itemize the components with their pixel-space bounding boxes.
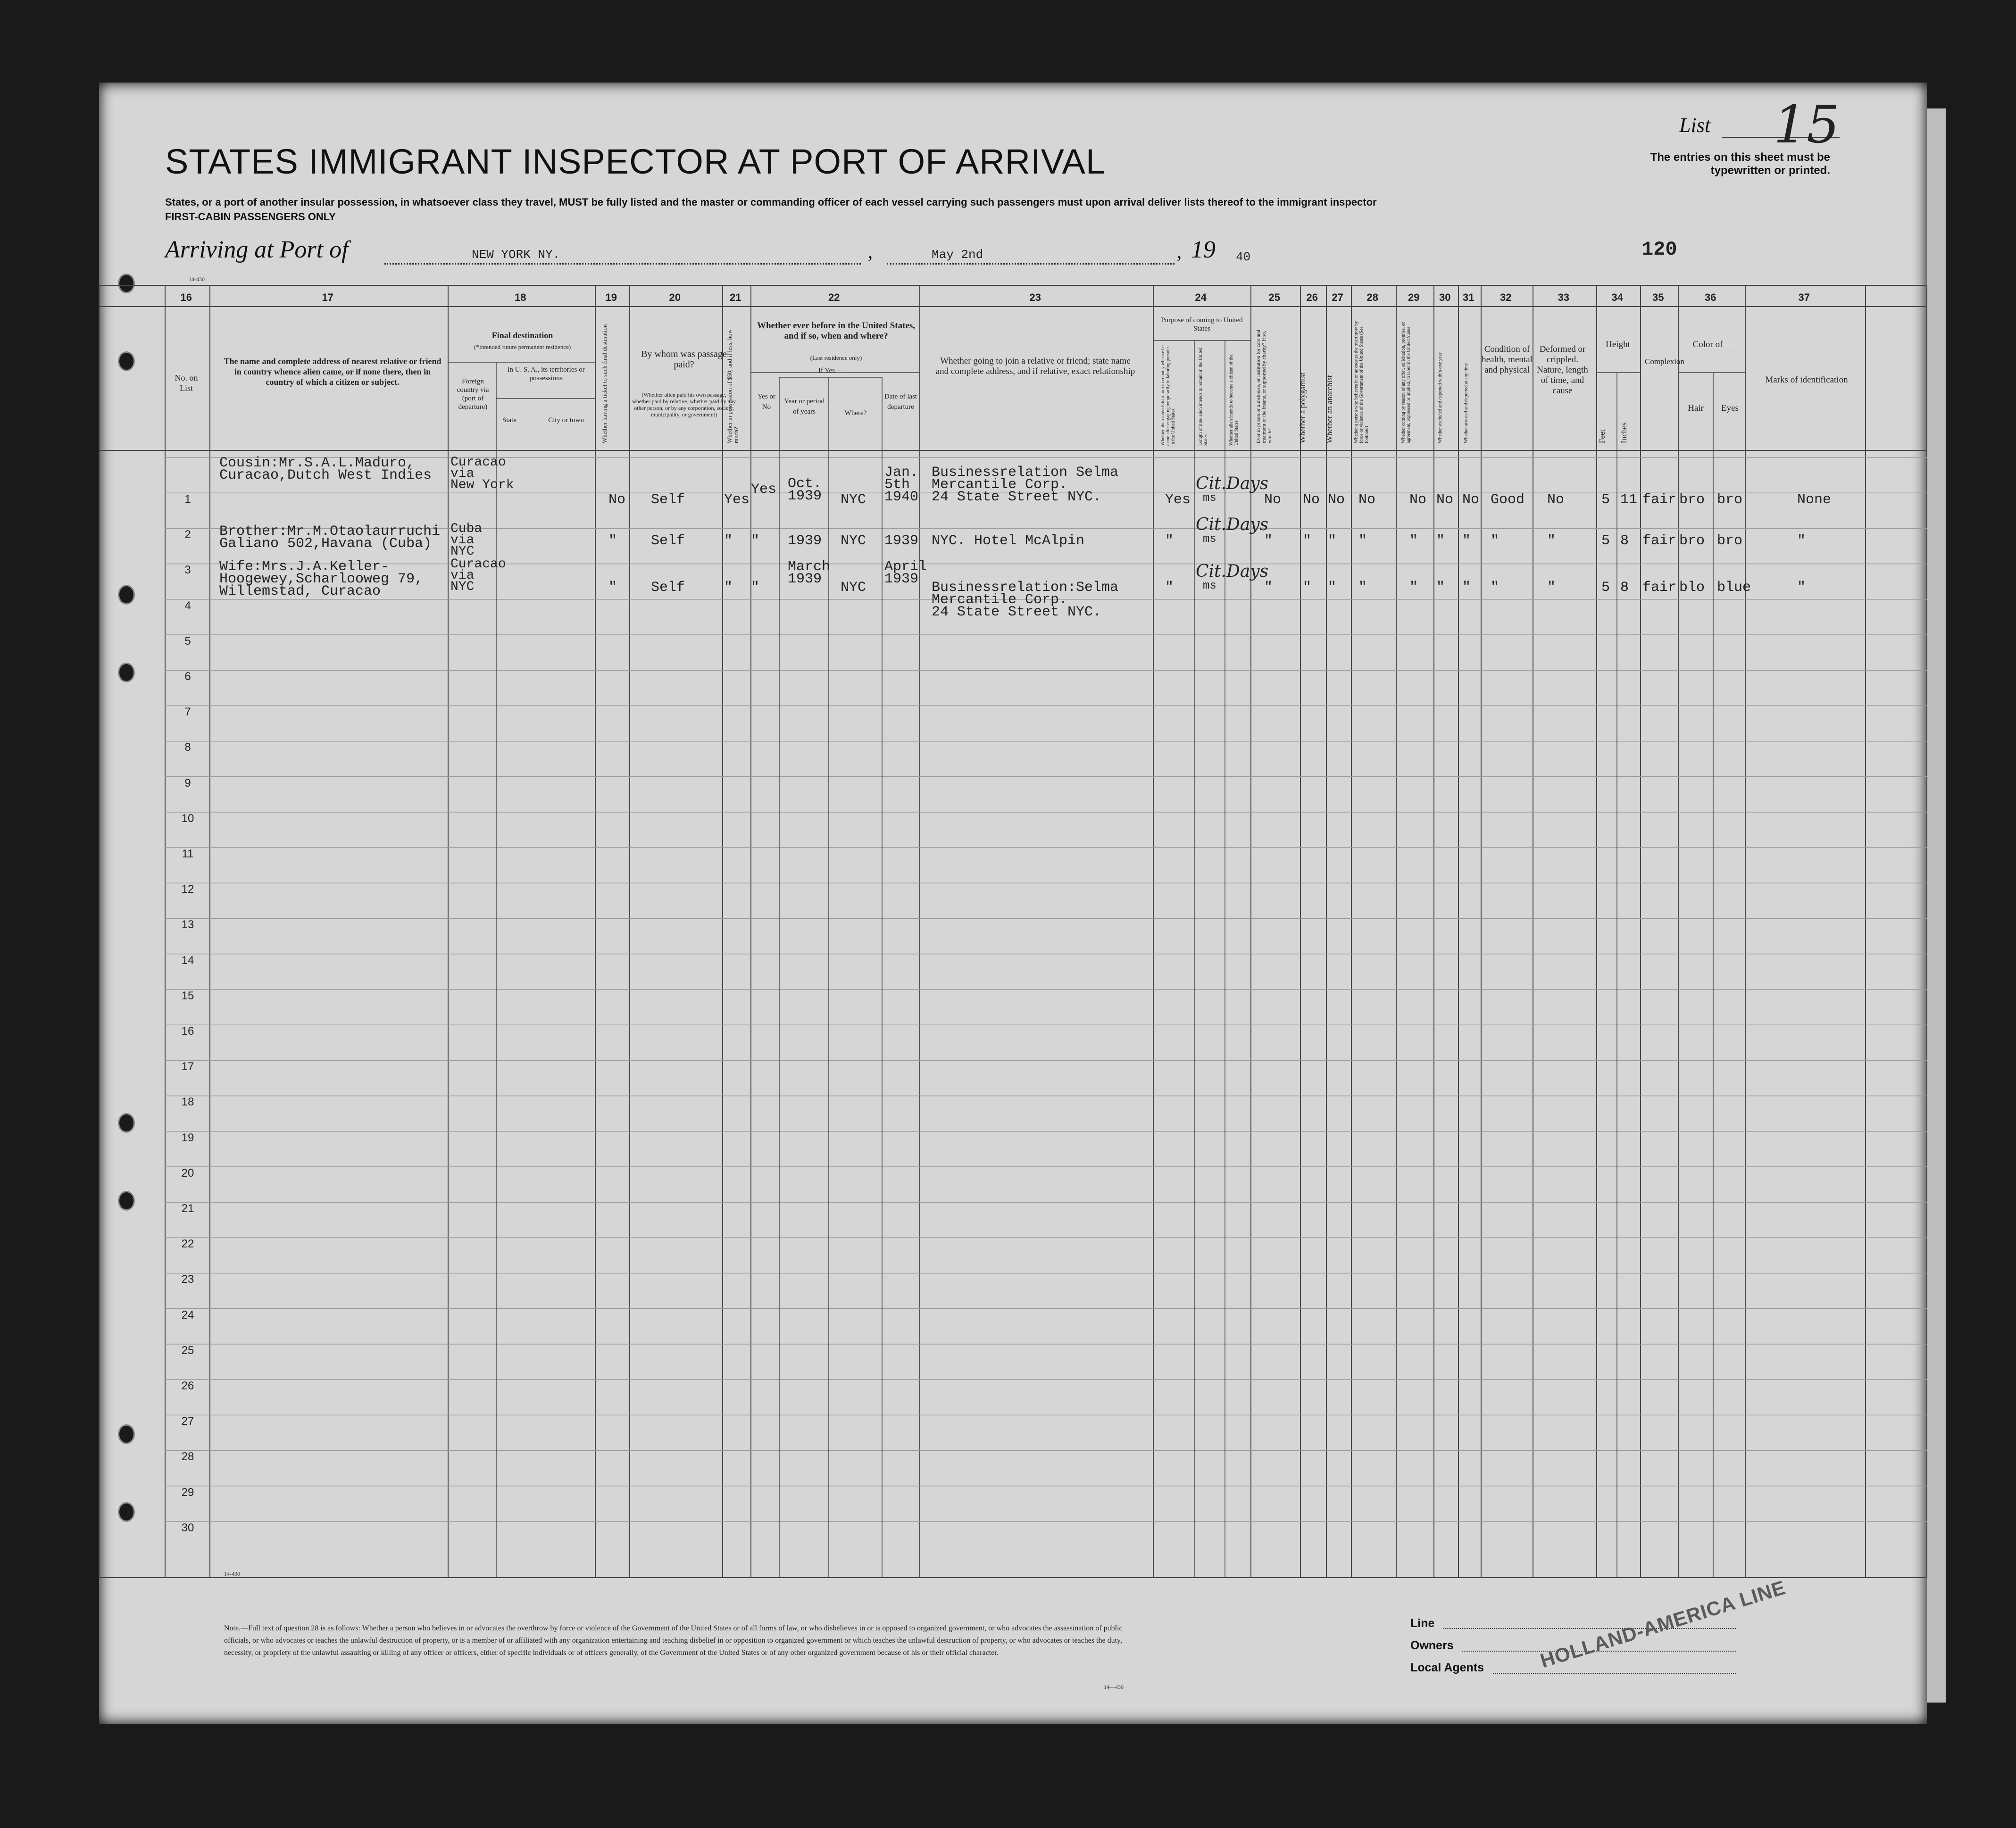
passage-paid: Self [651, 533, 685, 549]
year-suffix: 40 [1236, 250, 1251, 264]
relative-address: Wife:Mrs.J.A.Keller- [219, 559, 390, 575]
header-fifty-dollars: Whether in possession of $50, and if less, how much? [726, 329, 740, 443]
marks-identification: " [1797, 580, 1806, 596]
header-color: Color of— [1692, 340, 1732, 349]
fifty-dollars: " [724, 533, 733, 549]
purpose-return: " [1165, 580, 1174, 596]
inspector-annotation: Cit.Days [1196, 562, 1269, 581]
row-number: 20 [181, 1166, 194, 1180]
header-before-in-us: Whether ever before in the United States, and if so, when and where? [757, 321, 916, 341]
before-year: March [788, 559, 831, 575]
form-code-top: 14-430 [189, 276, 205, 283]
header-before-in-us-sub: (Last residence only) [810, 354, 862, 361]
arrested-value: No [1462, 492, 1480, 508]
header-no-on-list: No. on List [175, 373, 198, 393]
row-number: 13 [181, 918, 194, 931]
header-yes-no: Yes or No [757, 393, 776, 411]
footnote: Note.—Full text of question 28 is as follows: Whether a person who believes in or advocates the overthrow by force or violence of the Government of the United States or of all forms of law, or who disbelieves in or is opposed to organized government, or who advocates the assassination of public officials, or who advocates or teaches the unlawful destruction of property, or is a member of or affiliated with any organization entertaining and teaching disbelief in or opposition to organized government or which teaches the unlawful destruction of property, or who advocates or teaches the duty, necessity, or propriety of the unlawful assaulting or killing of any officer or officers, either of specific individuals or of officers generally, of the Government of the United States or of any other organized government because of his or their official character. [224, 1624, 1123, 1657]
join-relative: 24 State Street NYC. [932, 604, 1102, 620]
before-where: NYC [841, 580, 866, 596]
row-number: 22 [181, 1238, 194, 1251]
row-number: 24 [181, 1308, 194, 1321]
height-feet: 5 [1601, 580, 1610, 596]
join-relative: 24 State Street NYC. [932, 489, 1102, 505]
header-purpose: Purpose of coming to United States [1161, 316, 1243, 332]
marks-identification: " [1797, 533, 1806, 549]
header-foreign-country: Foreign country via (port of departure) [457, 378, 489, 411]
header-marks: Marks of identification [1765, 375, 1848, 385]
row-number: 9 [184, 776, 191, 789]
inspector-annotation: Cit.Days [1196, 474, 1269, 493]
column-number: 26 [1306, 291, 1318, 303]
relative-address: Curacao,Dutch West Indies [219, 467, 432, 483]
header-height: Height [1606, 340, 1630, 349]
last-departure: 5th [884, 477, 910, 493]
foreign-country: Curacao [450, 557, 506, 572]
page-title: STATES IMMIGRANT INSPECTOR AT PORT OF ARRIVAL [165, 142, 1106, 181]
agents-dots [1493, 1673, 1736, 1674]
port-value: NEW YORK NY. [472, 248, 560, 262]
passage-paid: Self [651, 492, 685, 508]
last-departure: 1940 [884, 489, 919, 505]
column-number: 23 [1029, 291, 1041, 303]
purpose-length: ms [1203, 533, 1216, 546]
complexion-value: fair [1642, 492, 1677, 508]
column-number: 25 [1268, 291, 1280, 303]
header-relative: The name and complete address of nearest relative or friend in country whence alien came, or if none there, then in country of which a citizen or subject. [224, 357, 442, 387]
foreign-country: NYC [450, 544, 475, 559]
header-purpose-return: Whether alien intends to return to country whence he came after engaging temporarily in laboring pursuits in the United States [1160, 345, 1176, 446]
header-passage-paid: By whom was passage paid? [641, 349, 727, 370]
health-value: Good [1491, 492, 1525, 508]
foreign-country: via [450, 466, 475, 481]
column-number: 30 [1439, 291, 1451, 303]
header-final-destination-sub: (*Intended future permanent residence) [474, 343, 571, 350]
polygamist-value: No [1303, 492, 1320, 508]
header-city: City or town [548, 416, 584, 424]
page-number: 120 [1641, 238, 1677, 261]
column-number: 27 [1332, 291, 1343, 303]
column-number: 34 [1611, 291, 1623, 303]
header-if-yes: If Yes— [818, 367, 842, 374]
column-number: 24 [1195, 291, 1207, 303]
relative-address: Brother:Mr.M.Otaolaurruchi [219, 523, 441, 540]
prison-value: " [1264, 580, 1273, 596]
join-relative: Mercantile Corp. [932, 477, 1068, 493]
marks-identification: None [1797, 492, 1832, 508]
row-number: 26 [181, 1379, 194, 1392]
row-number: 30 [181, 1521, 194, 1534]
offer-value: " [1409, 533, 1418, 549]
row-number: 3 [184, 564, 191, 577]
column-number: 17 [322, 291, 333, 303]
column-number: 19 [605, 291, 617, 303]
complexion-value: fair [1642, 533, 1677, 549]
header-prison: Ever in prison or almshouse, or institution for care and treatment of the insane, or supported by charity? If so, which? [1256, 330, 1273, 443]
class-line: FIRST-CABIN PASSENGERS ONLY [165, 211, 336, 223]
excluded-value: No [1436, 492, 1454, 508]
last-departure: Jan. [884, 465, 919, 481]
foreign-country: NYC [450, 580, 475, 594]
holland-america-stamp: HOLLAND-AMERICA LINE [1537, 1576, 1788, 1672]
last-departure: 1939 [884, 571, 919, 587]
before-year: 1939 [788, 488, 822, 504]
instructions: States, or a port of another insular possession, in whatsoever class they travel, MUST be fully listed and the master or commanding officer of each vessel carrying such passengers must upon arrival deliver lists thereof to the immigrant inspector [165, 196, 1377, 208]
row-number: 7 [184, 706, 191, 719]
before-year: Oct. [788, 476, 822, 492]
offer-value: " [1409, 580, 1418, 596]
before-where: NYC [841, 533, 866, 549]
polygamist-value: " [1303, 533, 1312, 549]
header-final-destination: Final destination [492, 331, 553, 340]
list-label: List [1679, 114, 1711, 137]
join-relative: Businessrelation:Selma [932, 580, 1119, 596]
height-inches: 11 [1620, 492, 1638, 508]
eye-color: blue [1717, 580, 1751, 596]
before-where: NYC [841, 492, 866, 508]
header-overthrow: Whether a person who believes in or advocates the overthrow by force or violence of the Government of the United States (See footnote) [1354, 321, 1369, 443]
prison-value: " [1264, 533, 1273, 549]
row-number: 15 [181, 989, 194, 1002]
join-relative: Businessrelation Selma [932, 465, 1119, 481]
arriving-label: Arriving at Port of [165, 236, 349, 263]
row-number: 21 [181, 1202, 194, 1215]
header-passage-paid-sub: (Whether alien paid his own passage, whether paid by relative, whether paid by any other person, or by any corporation, society, municipality, or government) [632, 391, 736, 418]
column-number: 21 [730, 291, 741, 303]
inspector-annotation: Cit.Days [1196, 515, 1269, 534]
header-feet: Feet [1598, 429, 1607, 443]
height-feet: 5 [1601, 492, 1610, 508]
line-dots [1443, 1628, 1736, 1629]
arrested-value: " [1462, 533, 1471, 549]
row-number: 29 [181, 1486, 194, 1499]
last-departure: April [884, 559, 927, 575]
column-number: 20 [669, 291, 681, 303]
complexion-value: fair [1642, 580, 1677, 596]
row-number: 25 [181, 1344, 194, 1357]
purpose-return: Yes [1165, 492, 1191, 508]
column-number: 29 [1408, 291, 1420, 303]
hair-color: bro [1679, 492, 1705, 508]
row-number: 28 [181, 1450, 194, 1463]
relative-address: Cousin:Mr.S.A.L.Maduro, [219, 455, 415, 471]
hair-color: blo [1679, 580, 1705, 596]
header-state: State [502, 416, 516, 424]
purpose-length: ms [1203, 580, 1216, 592]
foreign-country: Curacao [450, 455, 506, 470]
prison-value: No [1264, 492, 1282, 508]
row-number: 16 [181, 1025, 194, 1038]
line-label: Line [1410, 1617, 1435, 1630]
height-inches: 8 [1620, 533, 1629, 549]
column-number: 22 [828, 291, 840, 303]
anarchist-value: No [1328, 492, 1345, 508]
overthrow-value: " [1358, 533, 1367, 549]
arrested-value: " [1462, 580, 1471, 596]
header-ticket: Whether having a ticket to such final destination [601, 324, 608, 443]
row-number: 1 [184, 493, 191, 506]
excluded-value: " [1436, 533, 1445, 549]
foreign-country: via [450, 568, 475, 583]
purpose-return: " [1165, 533, 1174, 549]
header-complexion: Complexion [1645, 357, 1685, 366]
purpose-length: ms [1203, 492, 1216, 505]
header-offer: Whether coming by reason of any offer, solicitation, promise, or agreement, expressed or implied, to labor in the United States [1401, 322, 1411, 443]
header-health: Condition of health, mental and physical [1482, 344, 1533, 375]
header-deformed: Deformed or crippled. Nature, length of time, and cause [1537, 344, 1588, 396]
header-purpose-length: Length of time alien intends to remain in the United States [1198, 347, 1208, 446]
column-number: 36 [1705, 291, 1716, 303]
header-excluded: Whether excluded and deported within one year [1438, 352, 1443, 443]
row-number: 12 [181, 883, 194, 896]
health-value: " [1491, 580, 1500, 596]
health-value: " [1491, 533, 1500, 549]
passage-paid: Self [651, 580, 685, 596]
agents-label: Local Agents [1410, 1661, 1484, 1674]
row-number: 2 [184, 528, 191, 541]
row-number: 8 [184, 741, 191, 754]
height-inches: 8 [1620, 580, 1629, 596]
overthrow-value: " [1358, 580, 1367, 596]
foreign-country: New York [450, 478, 514, 492]
foreign-country: via [450, 533, 475, 548]
header-join-relative: Whether going to join a relative or friend; state name and complete address, and if relative, exact relationship [935, 356, 1135, 376]
year-prefix: 19 [1191, 236, 1216, 263]
entries-note: The entries on this sheet must be typewritten or printed. [1650, 151, 1830, 177]
column-number: 18 [515, 291, 526, 303]
before-yes-no: Yes [751, 482, 777, 498]
comma-2: , [1177, 241, 1182, 262]
foreign-country: Cuba [450, 522, 483, 536]
row-number: 5 [184, 634, 191, 648]
before-yes-no: " [751, 533, 760, 549]
header-purpose-citizen: Whether alien intends to become a citizen of the United States [1229, 354, 1239, 446]
row-number: 19 [181, 1131, 194, 1144]
before-year: 1939 [788, 571, 822, 587]
eye-color: bro [1717, 533, 1743, 549]
header-anarchist: Whether an anarchist [1325, 375, 1334, 443]
relative-address: Galiano 502,Havana (Cuba) [219, 536, 432, 552]
header-year: Year or period of years [784, 398, 825, 415]
fifty-dollars: " [724, 580, 733, 596]
polygamist-value: " [1303, 580, 1312, 596]
ticket-value: " [608, 580, 617, 596]
anarchist-value: " [1328, 533, 1337, 549]
column-number: 32 [1500, 291, 1512, 303]
header-polygamist: Whether a polygamist [1298, 372, 1307, 443]
before-yes-no: " [751, 580, 760, 596]
footnote-code: 14—430 [1104, 1684, 1124, 1690]
header-hair: Hair [1688, 403, 1704, 413]
column-number: 31 [1463, 291, 1475, 303]
owners-label: Owners [1410, 1639, 1454, 1652]
height-feet: 5 [1601, 533, 1610, 549]
relative-address: Willemstad, Curacao [219, 583, 381, 599]
anarchist-value: " [1328, 580, 1337, 596]
header-where: Where? [844, 409, 867, 417]
ticket-value: " [608, 533, 617, 549]
before-year: 1939 [788, 533, 822, 549]
column-number: 35 [1652, 291, 1664, 303]
hair-color: bro [1679, 533, 1705, 549]
header-eyes: Eyes [1721, 403, 1739, 413]
row-number: 10 [181, 812, 194, 825]
row-number: 17 [181, 1060, 194, 1073]
relative-address: Hoogewey,Scharlooweg 79, [219, 571, 424, 587]
deformed-value: " [1547, 580, 1556, 596]
header-inches: Inches [1619, 422, 1628, 443]
column-number: 33 [1558, 291, 1569, 303]
list-number: 15 [1774, 94, 1840, 155]
excluded-value: " [1436, 580, 1445, 596]
eye-color: bro [1717, 492, 1743, 508]
date-value: May 2nd [932, 248, 983, 262]
fifty-dollars: Yes [724, 492, 750, 508]
row-number: 14 [181, 954, 194, 967]
header-usa: In U. S. A., its territories or possessions [507, 366, 585, 382]
row-number: 27 [181, 1415, 194, 1428]
overthrow-value: No [1358, 492, 1376, 508]
deformed-value: No [1547, 492, 1565, 508]
deformed-value: " [1547, 533, 1556, 549]
row-number: 18 [181, 1096, 194, 1109]
column-number: 16 [180, 291, 192, 303]
row-number: 4 [184, 599, 191, 612]
column-number: 28 [1366, 291, 1378, 303]
row-number: 11 [182, 848, 194, 860]
comma: , [868, 241, 873, 262]
last-departure: 1939 [884, 533, 919, 549]
form-code-bottom: 14-430 [224, 1570, 240, 1577]
header-last-departure: Date of last departure [884, 393, 917, 411]
header-arrested: Whether arrested and deported at any time [1464, 363, 1469, 443]
offer-value: No [1409, 492, 1427, 508]
join-relative: NYC. Hotel McAlpin [932, 533, 1085, 549]
ticket-value: No [608, 492, 626, 508]
column-number: 37 [1798, 291, 1810, 303]
row-number: 23 [181, 1273, 194, 1286]
row-number: 6 [184, 670, 191, 683]
join-relative: Mercantile Corp. [932, 592, 1068, 608]
